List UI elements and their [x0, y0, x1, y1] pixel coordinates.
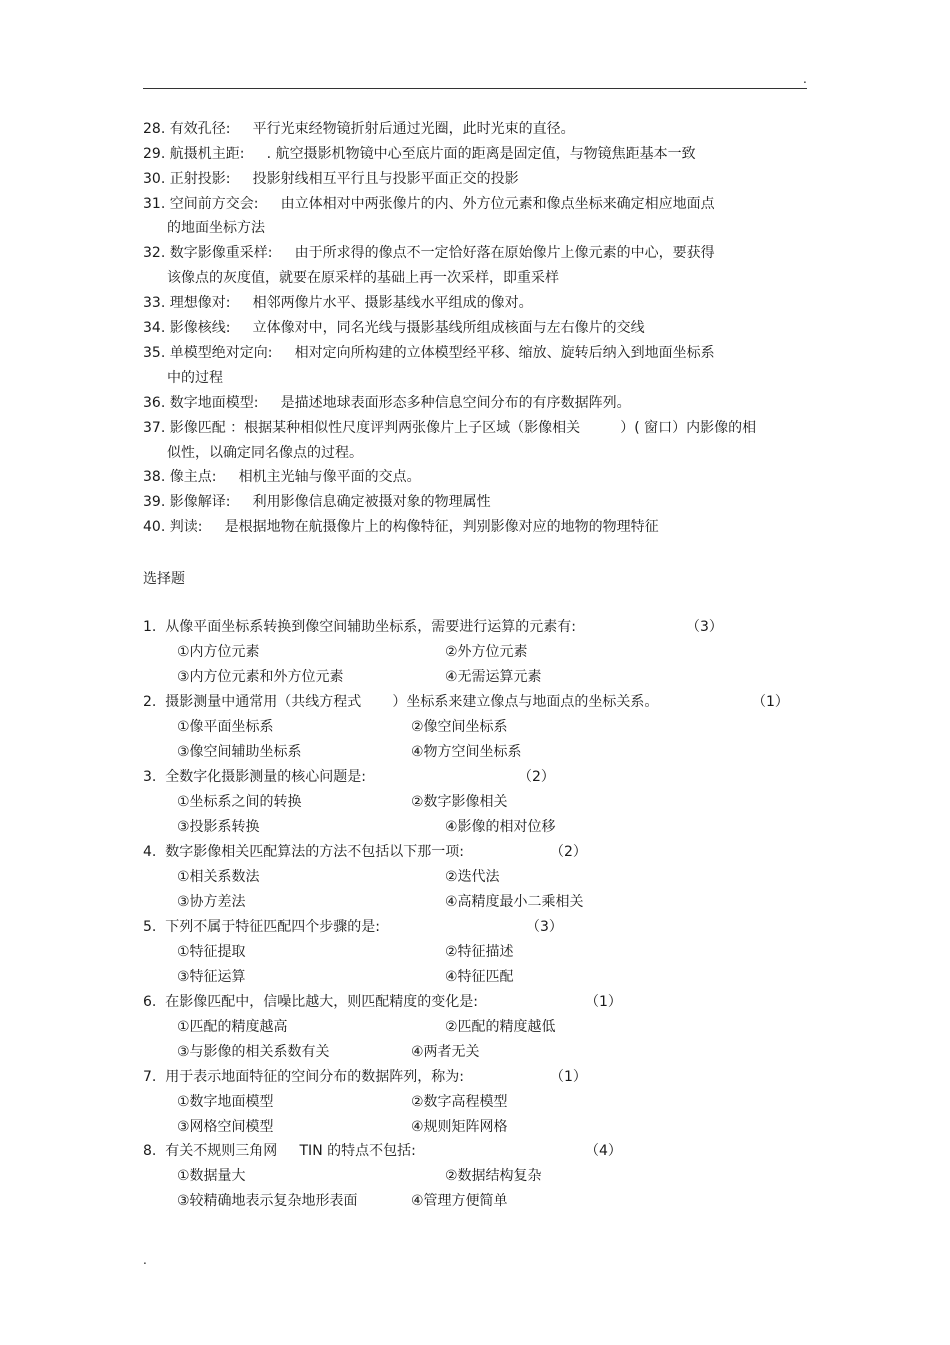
question-text: 2. 摄影测量中通常用（共线方程式 ）坐标系来建立像点与地面点的坐标关系。 — [143, 694, 659, 710]
option: ③像空间辅助坐标系 — [177, 744, 302, 760]
option: ①数据量大 — [177, 1168, 246, 1184]
definition-line: 28. 有效孔径: 平行光束经物镜折射后通过光圈，此时光束的直径。 — [143, 121, 575, 137]
option: ②匹配的精度越低 — [445, 1019, 556, 1035]
question-text: 7. 用于表示地面特征的空间分布的数据阵列，称为: — [143, 1069, 464, 1085]
option: ①坐标系之间的转换 — [177, 794, 302, 810]
question-answer: （3） — [686, 619, 723, 635]
option: ④管理方便简单 — [411, 1193, 508, 1209]
option: ④特征匹配 — [445, 969, 514, 985]
section-title: 选择题 — [143, 571, 185, 587]
question-answer: （2） — [518, 769, 555, 785]
option: ④高精度最小二乘相关 — [445, 894, 584, 910]
question-answer: （2） — [550, 844, 587, 860]
question-text: 8. 有关不规则三角网 TIN 的特点不包括: — [143, 1143, 416, 1159]
question-text: 5. 下列不属于特征匹配四个步骤的是: — [143, 919, 380, 935]
option: ②外方位元素 — [445, 644, 528, 660]
option: ③较精确地表示复杂地形表面 — [177, 1193, 358, 1209]
definition-line: 31. 空间前方交会: 由立体相对中两张像片的内、外方位元素和像点坐标来确定相应地面点 — [143, 196, 715, 212]
question-text: 6. 在影像匹配中，信噪比越大，则匹配精度的变化是: — [143, 994, 478, 1010]
definition-line: 36. 数字地面模型: 是描述地球表面形态多种信息空间分布的有序数据阵列。 — [143, 395, 631, 411]
option: ④两者无关 — [411, 1044, 480, 1060]
definition-line: 中的过程 — [167, 370, 223, 386]
option: ②迭代法 — [445, 869, 500, 885]
definition-line: 30. 正射投影: 投影射线相互平行且与投影平面正交的投影 — [143, 171, 519, 187]
definition-line: 40. 判读: 是根据地物在航摄像片上的构像特征，判别影像对应的地物的物理特征 — [143, 519, 659, 535]
option: ①像平面坐标系 — [177, 719, 274, 735]
definition-line: 37. 影像匹配 ：根据某种相似性尺度评判两张像片上子区域（影像相关 ）( 窗口）内影像的相 — [143, 420, 757, 436]
definition-line: 29. 航摄机主距: . 航空摄影机物镜中心至底片面的距离是固定值，与物镜焦距基本一致 — [143, 146, 696, 162]
definition-line: 34. 影像核线: 立体像对中，同名光线与摄影基线所组成核面与左右像片的交线 — [143, 320, 645, 336]
option: ③与影像的相关系数有关 — [177, 1044, 330, 1060]
header-dot: . — [803, 72, 807, 86]
option: ①内方位元素 — [177, 644, 260, 660]
question-text: 4. 数字影像相关匹配算法的方法不包括以下那一项: — [143, 844, 464, 860]
option: ②特征描述 — [445, 944, 514, 960]
definition-line: 38. 像主点: 相机主光轴与像平面的交点。 — [143, 469, 421, 485]
question-answer: （1） — [550, 1069, 587, 1085]
option: ④无需运算元素 — [445, 669, 542, 685]
definition-line: 似性，以确定同名像点的过程。 — [167, 445, 363, 461]
option: ④物方空间坐标系 — [411, 744, 522, 760]
definition-line: 32. 数字影像重采样: 由于所求得的像点不一定恰好落在原始像片上像元素的中心，要获得 — [143, 245, 715, 261]
option: ③特征运算 — [177, 969, 246, 985]
question-answer: （1） — [585, 994, 622, 1010]
question-answer: （3） — [526, 919, 563, 935]
option: ④规则矩阵网格 — [411, 1119, 508, 1135]
option: ①匹配的精度越高 — [177, 1019, 288, 1035]
option: ②数据结构复杂 — [445, 1168, 542, 1184]
header-rule — [143, 88, 807, 89]
option: ①数字地面模型 — [177, 1094, 274, 1110]
question-text: 3. 全数字化摄影测量的核心问题是: — [143, 769, 366, 785]
option: ①特征提取 — [177, 944, 246, 960]
option: ②像空间坐标系 — [411, 719, 508, 735]
question-answer: （4） — [585, 1143, 622, 1159]
option: ③协方差法 — [177, 894, 246, 910]
footer-dot: . — [143, 1253, 147, 1267]
option: ③投影系转换 — [177, 819, 260, 835]
definition-line: 35. 单模型绝对定向: 相对定向所构建的立体模型经平移、缩放、旋转后纳入到地面坐标系 — [143, 345, 715, 361]
definition-line: 33. 理想像对: 相邻两像片水平、摄影基线水平组成的像对。 — [143, 295, 533, 311]
option: ③内方位元素和外方位元素 — [177, 669, 344, 685]
option: ③网格空间模型 — [177, 1119, 274, 1135]
option: ④影像的相对位移 — [445, 819, 556, 835]
question-answer: （1） — [752, 694, 789, 710]
option: ②数字影像相关 — [411, 794, 508, 810]
definition-line: 的地面坐标方法 — [167, 220, 265, 236]
definition-line: 该像点的灰度值，就要在原采样的基础上再一次采样，即重采样 — [167, 270, 559, 286]
definition-line: 39. 影像解译: 利用影像信息确定被摄对象的物理属性 — [143, 494, 491, 510]
option: ①相关系数法 — [177, 869, 260, 885]
option: ②数字高程模型 — [411, 1094, 508, 1110]
question-text: 1. 从像平面坐标系转换到像空间辅助坐标系，需要进行运算的元素有: — [143, 619, 576, 635]
